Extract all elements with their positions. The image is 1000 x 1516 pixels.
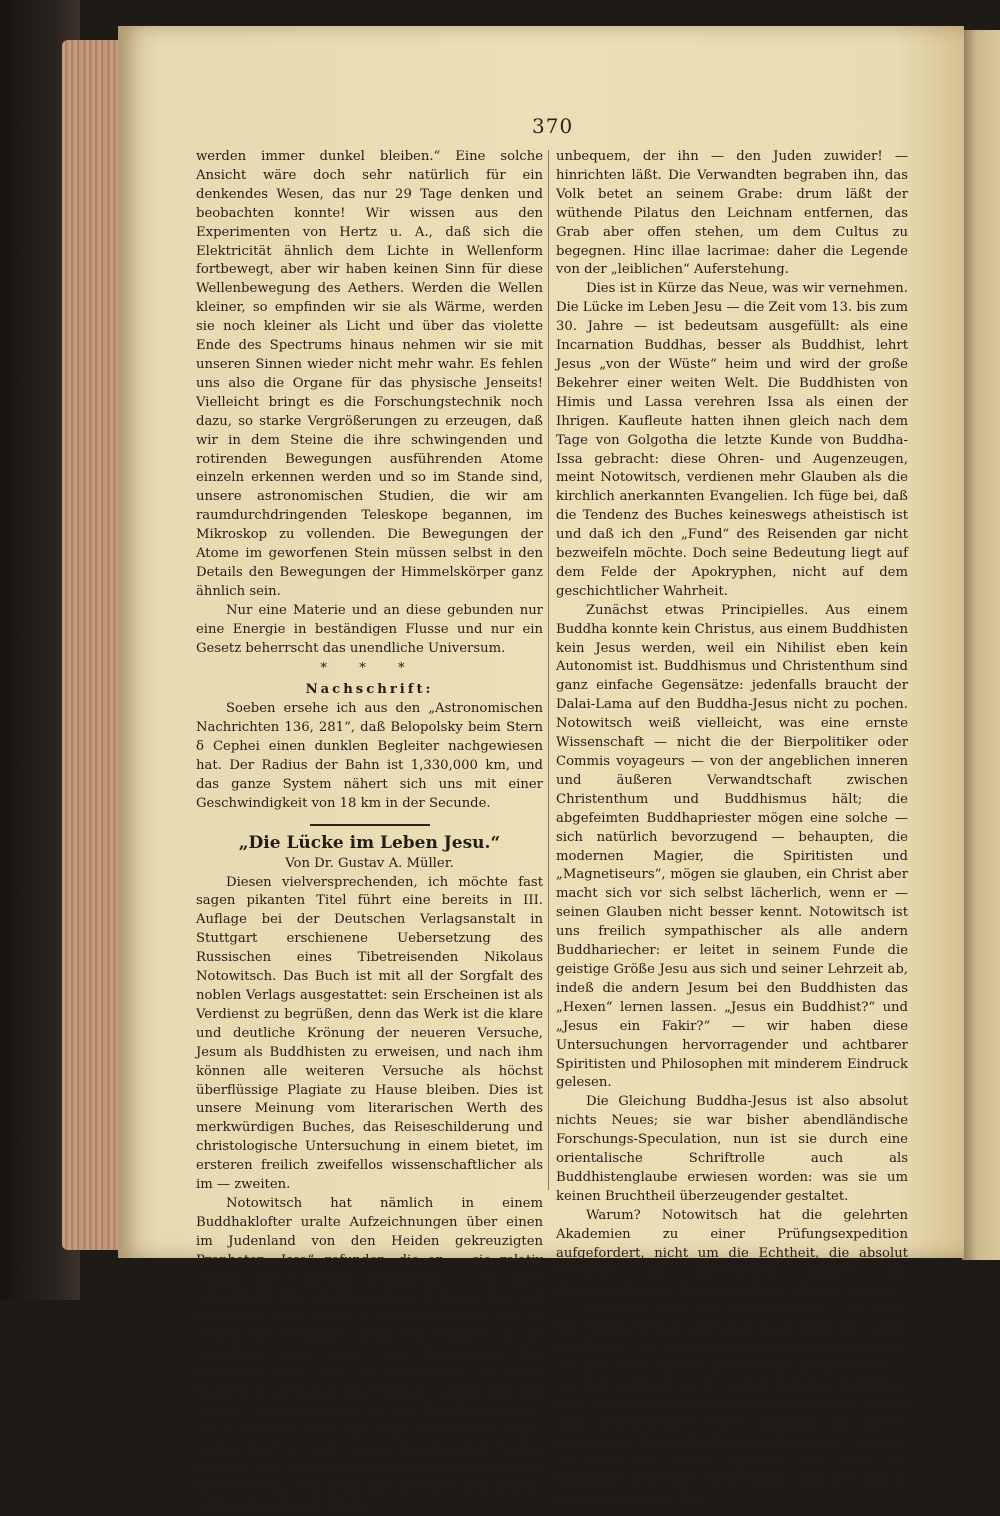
right-column <box>556 148 908 1509</box>
postscript-heading: Nachschrift: <box>305 682 434 698</box>
paragraph: Notowitsch hat nämlich in einem Buddhaklofter uralte Aufzeichnungen über einen im Judenland von den Heiden gekreuzigten Propheten „Issa“ gefunden, die er — sie relativ richtig auf Christum beziehend — in ihrer Objectivität über die Evangelien, in ihrem Alter vor dieselben, etwa 3 oder 4 Jahre nach Jesu Tod, zu setzen sich veranlaßt sieht. Wir erfahren da als Neuigkeit, daß Jesus, die Incarnation der Weltseele, nach dem 13. Lebensjahr, um einer Heirath zu entgehen, die Heimath verläßt und den „Sindh“ überschreitend zu den Buddhisten geht, wo er Weisheit lernt und lehrt und Wunder wirkt. Später hört er von seines israelitischen Volkes Geistes- und Staatsknechtschaft und kehrt als sein Erlöser heim; von den Juden gefeiert und geliebt, wird er dem bösen Pilatus <box>196 1195 543 1514</box>
left-column <box>196 148 543 1516</box>
section-asterisks: * * * <box>320 661 419 677</box>
postscript-paragraph: Soeben ersehe ich aus den „Astronomischen Nachrichten 136, 281“, daß Belopolsky beim Stern δ Cephei einen dunklen Begleiter nachgewiesen hat. Der Radius der Bahn ist 1,330,000 km, und das ganze System nähert sich uns mit einer Geschwindigkeit von 18 km in der Secunde. <box>196 701 543 811</box>
article-title: „Die Lücke im Leben Jesu.“ <box>238 832 501 853</box>
paragraph: Diesen vielversprechenden, ich möchte fast sagen pikanten Titel führt eine bereits in III. Auflage bei der Deutschen Verlagsanstalt in Stuttgart erschienene Uebersetzung des Russischen eines Tibetreisenden Nikolaus Notowitsch. Das Buch ist mit all der Sorgfalt des noblen Verlags ausgestattet: sein Erscheinen ist als Verdienst zu begrüßen, denn das Werk ist die klare und deutliche Krönung der neueren Versuche, Jesum als Buddhisten zu erweisen, und nach ihm können alle weiteren Versuche als höchst überflüssige Plagiate zu Hause bleiben. Dies ist unsere Meinung vom literarischen Werth des merkwürdigen Buches, das Reiseschilderung und christologische Untersuchung in einem bietet, im ersteren freilich zweifellos wissenschaftlicher als im — zweiten. <box>196 874 543 1193</box>
column-divider <box>548 150 549 1190</box>
paragraph: Warum? Notowitsch hat die gelehrten Akademien zu einer Prüfungsexpedition aufgefordert, nicht um die Echtheit, die absolut feststehe, zu untersuchen, sondern die Handschriften zu studiren und ihr Alter zu eruiren. <box>556 1207 908 1299</box>
paragraph: werden immer dunkel bleiben.“ Eine solche Ansicht wäre doch sehr natürlich für ein denkendes Wesen, das nur 29 Tage denken und beobachten konnte! Wir wissen aus den Experimenten von Hertz u. A., daß sich die Elektricität ähnlich dem Lichte in Wellenform fortbewegt, aber wir haben keinen Sinn für diese Wellenbewegung des Aethers. Werden die Wellen kleiner, so empfinden wir sie als Wärme, werden sie noch kleiner als Licht und über das violette Ende des Spectrums hinaus nehmen wir sie mit unseren Sinnen wieder nicht mehr wahr. Es fehlen uns also die Organe für das physische Jenseits! Vielleicht bringt es die Forschungstechnik noch dazu, so starke Vergrößerungen zu erzeugen, daß wir in dem Steine die ihre schwingenden und rotirenden Bewegungen ausführenden Atome einzeln erkennen werden und so im Stande sind, unsere astronomischen Studien, die wir am raumdurchdringenden Teleskope begannen, im Mikroskop zu vollenden. Die Bewegungen der Atome im geworfenen Stein müssen selbst in den Details den Bewegungen der Himmelskörper ganz ähnlich sein. <box>196 149 543 599</box>
paragraph: Dies ist in Kürze das Neue, was wir vernehmen. Die Lücke im Leben Jesu — die Zeit vom 13. bis zum 30. Jahre — ist bedeutsam ausgefüllt: als eine Incarnation Buddhas, besser als Buddhist, lehrt Jesus „von der Wüste“ heim und wird der große Bekehrer einer weiten Welt. Die Buddhisten von Himis und Lassa verehren Issa als einen der Ihrigen. Kaufleute hatten ihnen gleich nach dem Tage von Golgotha die letzte Kunde von Buddha-Issa gebracht: diese Ohren- und Augenzeugen, meint Notowitsch, verdienen mehr Glauben als die kirchlich anerkannten Evangelien. Ich füge bei, daß die Tendenz des Buches keineswegs atheistisch ist und daß ich den „Fund“ des Reisenden gar nicht bezweifeln möchte. Doch seine Bedeutung liegt auf dem Felde der Apokryphen, nicht auf dem geschichtlicher Wahrheit. <box>556 281 908 599</box>
paragraph: unbequem, der ihn — den Juden zuwider! — hinrichten läßt. Die Verwandten begraben ihn, das Volk betet an seinem Grabe: drum läßt der wüthende Pilatus den Leichnam entfernen, das Grab aber offen stehen, um dem Cultus zu begegnen. Hinc illae lacrimae: daher die Legende von der „leiblichen“ Auferstehung. <box>556 149 908 278</box>
article-byline: Von Dr. Gustav A. Müller. <box>285 855 454 871</box>
page-number: 370 <box>532 114 574 138</box>
paragraph: Nur eine Materie und an diese gebunden nur eine Energie in beständigen Flusse und nur ein Gesetz beherrscht das unendliche Universum. <box>196 602 543 656</box>
paragraph: Die Gleichung Buddha-Jesus ist also absolut nichts Neues; sie war bisher abendländische Forschungs-Speculation, nun ist sie durch eine orientalische Schriftrolle auch als Buddhistenglaube erwiesen worden: was sie um keinen Bruchtheil überzeugender gestaltet. <box>556 1094 908 1204</box>
adjacent-page-edge <box>962 30 1000 1260</box>
section-rule <box>310 824 430 826</box>
paragraph: Da haben wir's! Die Handschriften — ihr Alter. Die Handschriften sind eben noch nicht die „alten Kaufleute“, die ihren Inhalt nach Indien brachten, sie sind nicht einmal apostolische Zeitgenossen — sie sind vielleicht recht späten Datums. Der Inhalt aber ist in den das Leiden Jesu berichtenden Stellen ganz unzweifelhaft voller Anklänge an unsere Evangelien. Die Kritik dieser letzteren sagt uns, daß sie nicht aus Indien importirt sind. Doch sie behandeln denselben Gegenstand, sagt wer, und in einer bestimmten Ten- <box>556 1302 908 1507</box>
paragraph: Zunächst etwas Principielles. Aus einem Buddha konnte kein Christus, aus einem Buddhisten kein Jesus werden, weil ein Nihilist eben kein Autonomist ist. Buddhismus und Christenthum sind ganz einfache Gegensätze: jedenfalls braucht der Dalai-Lama auf den Buddha-Jesus nicht zu pochen. Notowitsch weiß vielleicht, was eine ernste Wissenschaft — nicht die der Bierpolitiker oder Commis voyageurs — von der angeblichen inneren und äußeren Verwandtschaft zwischen Christenthum und Buddhismus hält; die abgefeimten Buddhapriester mögen eine solche — sich natürlich bevorzugend — behaupten, die modernen Magier, die Spiritisten und „Magnetiseurs“, mögen sie glauben, ein Christ aber macht sich vor sich selbst lächerlich, wenn er — seinen Glauben nicht besser kennt. Notowitsch ist uns freilich sympathischer als alle andern Buddhariecher: er leitet in seinem Funde die geistige Größe Jesu aus sich und seiner Lehrzeit ab, indeß die andern Jesum bei den Buddhisten das „Hexen“ lernen lassen. „Jesus ein Buddhist?“ und „Jesus ein Fakir?“ — wir haben diese Untersuchungen hervorragender und achtbarer Spiritisten und Philosophen mit minderem Eindruck gelesen. <box>556 602 908 1091</box>
